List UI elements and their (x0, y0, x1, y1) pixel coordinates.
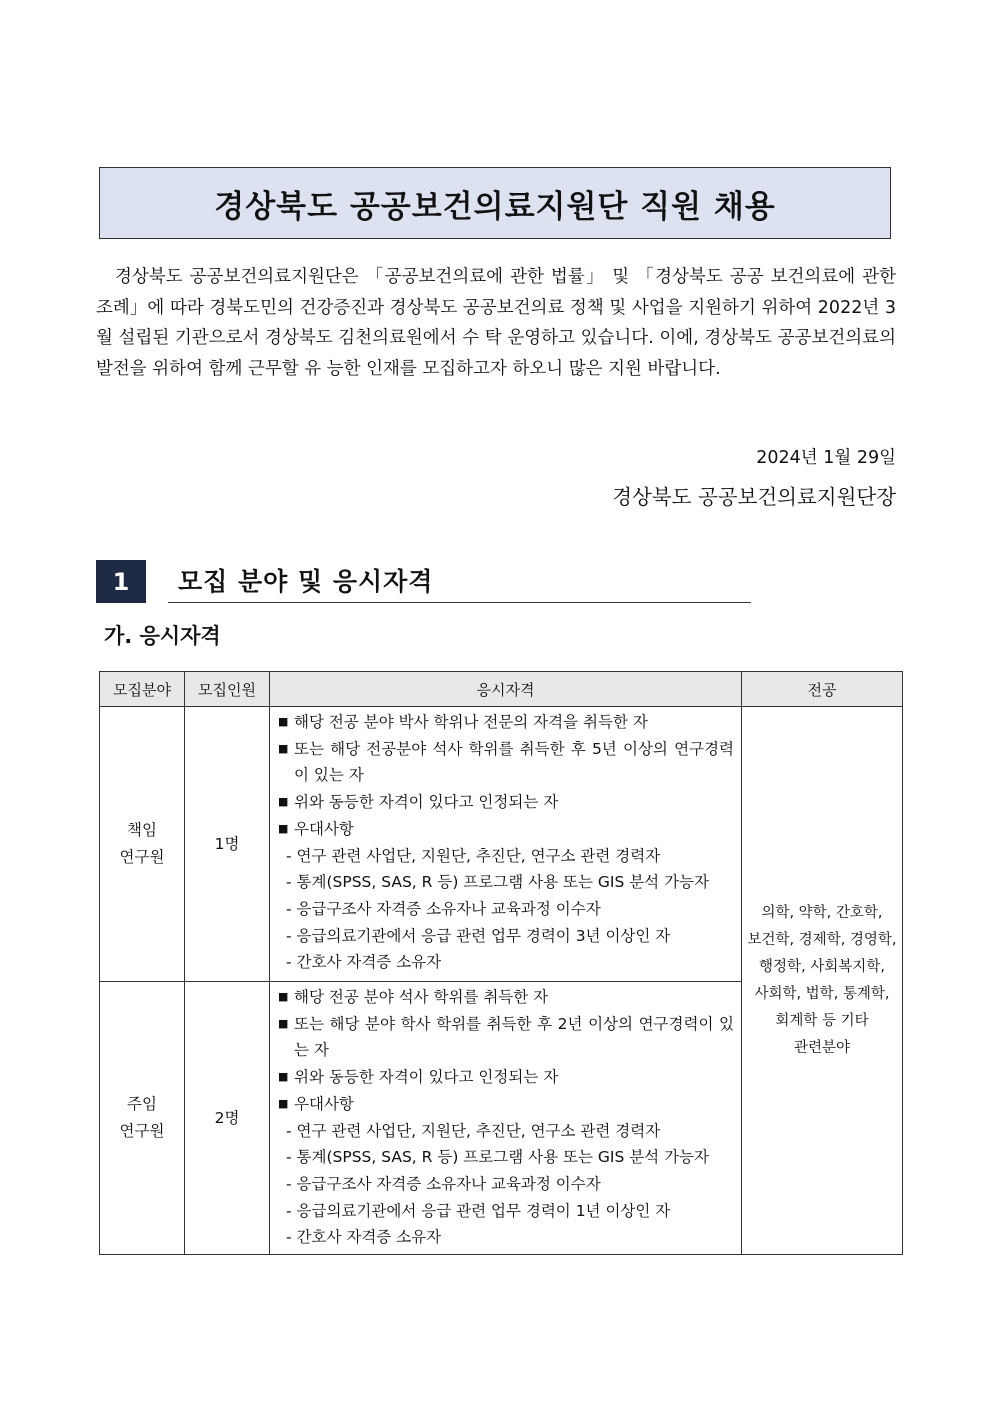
intro-line: 탁 운영하고 있습니다. 이에, 경상북도 공공보건의료의 발전을 위하여 함께 근무할 유 (96, 328, 896, 379)
major-line: 보건학, 경제학, 경영학, (747, 931, 897, 948)
intro-paragraph (96, 262, 896, 384)
major-line: 사회학, 법학, 통계학, (754, 985, 890, 1002)
field-line: 주임 (127, 1095, 157, 1113)
major-line: 행정학, 사회복지학, (759, 958, 885, 975)
intro-line: 및 사업을 지원하기 위하여 2022년 3월 설립된 기관으로서 경상북도 김천의료원에서 수 (96, 297, 896, 348)
header-count: 모집인원 (185, 672, 270, 707)
preference-item: - 응급의료기관에서 응급 관련 업무 경력이 3년 이상인 자 (286, 926, 671, 945)
field-line: 책임 (127, 821, 157, 839)
intro-line: 보건의료에 관한 조례」에 따라 경북도민의 건강증진과 경상북도 공공보건의료 정책 (96, 267, 896, 318)
subsection-title: 가. 응시자격 (104, 624, 221, 648)
qualification-cell (270, 982, 742, 1255)
title-box (99, 167, 891, 239)
count-cell: 1명 (185, 707, 270, 982)
square-bullet-icon: ■ (278, 1070, 289, 1084)
page-title: 경상북도 공공보건의료지원단 직원 채용 (214, 188, 776, 225)
bullet-item: ■ 위와 동등한 자격이 있다고 인정되는 자 (278, 789, 734, 816)
preference-item: - 간호사 자격증 소유자 (286, 1228, 442, 1247)
bullet-item: ■ 해당 전공 분야 박사 학위나 전문의 자격을 취득한 자 (278, 709, 734, 736)
bullet-item: ■ 우대사항 (278, 1091, 734, 1118)
qualification-table (99, 671, 903, 1255)
field-line: 연구원 (119, 1122, 165, 1140)
preference-item: - 간호사 자격증 소유자 (286, 953, 442, 972)
bullet-item: ■ 또는 해당 전공분야 석사 학위를 취득한 후 5년 이상의 연구경력이 있는 자 (278, 736, 734, 789)
intro-line: 경상북도 공공보건의료지원단은 「공공보건의료에 관한 법률」 및 「경상북도 공공 (115, 267, 764, 287)
square-bullet-icon: ■ (278, 821, 289, 835)
bullet-item: ■ 또는 해당 분야 학사 학위를 취득한 후 2년 이상의 연구경력이 있는 자 (278, 1011, 734, 1064)
square-bullet-icon: ■ (278, 1016, 289, 1030)
announcement-date: 2024년 1월 29일 (756, 448, 896, 468)
square-bullet-icon: ■ (278, 990, 289, 1003)
count-cell: 2명 (185, 982, 270, 1255)
square-bullet-icon: ■ (278, 715, 289, 728)
table-header-row (100, 672, 903, 707)
intro-line: 능한 인재를 모집하고자 하오니 많은 지원 바랍니다. (326, 358, 721, 379)
section-number: 1 (96, 560, 146, 603)
field-cell (100, 707, 185, 982)
preference-item: - 연구 관련 사업단, 지원단, 추진단, 연구소 관련 경력자 (286, 1121, 661, 1140)
square-bullet-icon: ■ (278, 741, 289, 755)
qualification-cell (270, 707, 742, 982)
square-bullet-icon: ■ (278, 1096, 289, 1110)
bullet-item: ■ 해당 전공 분야 석사 학위를 취득한 자 (278, 984, 734, 1011)
major-line: 의학, 약학, 간호학, (761, 904, 883, 921)
header-major: 전공 (742, 672, 903, 707)
bullet-item: ■ 우대사항 (278, 816, 734, 843)
table-row (100, 707, 903, 982)
header-qualification: 응시자격 (270, 672, 742, 707)
preference-item: - 응급구조사 자격증 소유자나 교육과정 이수자 (286, 1174, 601, 1193)
field-line: 연구원 (119, 848, 165, 866)
section-title: 모집 분야 및 응시자격 (178, 567, 434, 596)
bullet-item: ■ 위와 동등한 자격이 있다고 인정되는 자 (278, 1064, 734, 1091)
preference-item: - 통계(SPSS, SAS, R 등) 프로그램 사용 또는 GIS 분석 가능자 (286, 1148, 710, 1167)
preference-item: - 응급구조사 자격증 소유자나 교육과정 이수자 (286, 899, 601, 918)
preference-item: - 통계(SPSS, SAS, R 등) 프로그램 사용 또는 GIS 분석 가능자 (286, 873, 710, 892)
header-field: 모집분야 (100, 672, 185, 707)
major-cell (742, 707, 903, 1255)
preference-item: - 응급의료기관에서 응급 관련 업무 경력이 1년 이상인 자 (286, 1201, 671, 1220)
major-line: 관련분야 (793, 1039, 851, 1056)
section-underline (168, 602, 751, 603)
signer: 경상북도 공공보건의료지원단장 (612, 485, 896, 509)
field-cell (100, 982, 185, 1255)
major-line: 회계학 등 기타 (775, 1012, 869, 1029)
square-bullet-icon: ■ (278, 795, 289, 809)
preference-item: - 연구 관련 사업단, 지원단, 추진단, 연구소 관련 경력자 (286, 846, 661, 865)
